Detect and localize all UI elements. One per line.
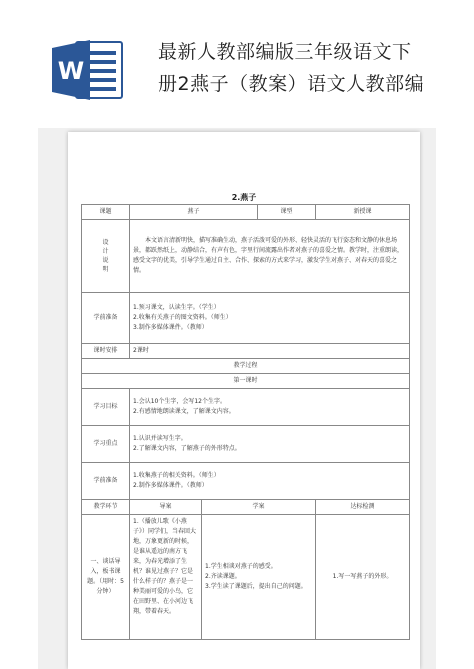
steps-col3: 学案 xyxy=(202,500,316,515)
row-steps-header xyxy=(82,500,410,515)
goals-label: 学习目标 xyxy=(82,389,130,426)
banner xyxy=(0,0,474,130)
row-topic xyxy=(82,205,410,220)
prep2-item: 2.制作多媒体课件。（教师） xyxy=(133,482,208,489)
document-page xyxy=(68,132,420,669)
row-process-header xyxy=(82,359,410,374)
focus-items xyxy=(130,426,410,463)
steps-col1: 教学环节 xyxy=(82,500,130,515)
goals-items xyxy=(130,389,410,426)
focus-item: 2.了解课文内容，了解燕子的外形特点。 xyxy=(133,445,241,452)
row-design xyxy=(82,220,410,293)
step1-label: 一、谈话导入，板书课题。（用时：5分钟） xyxy=(82,515,130,640)
steps-col2: 导案 xyxy=(130,500,202,515)
topic-label: 课题 xyxy=(82,205,130,220)
row-lesson-header xyxy=(82,374,410,389)
document-title: 2.燕子 xyxy=(231,193,257,202)
focus-label: 学习重点 xyxy=(82,426,130,463)
word-icon-letter: W xyxy=(57,57,85,85)
banner-title xyxy=(158,36,458,100)
row-schedule xyxy=(82,344,410,359)
goal-item: 1.会认10个生字，会写12个生字。 xyxy=(133,398,226,405)
prep-items xyxy=(130,293,410,344)
schedule-value: 2课时 xyxy=(130,344,410,359)
study-item: 3.学生读了课题后，提出自己的问题。 xyxy=(205,583,307,590)
banner-title-line2: 册2燕子（教案）语文人教部编 xyxy=(158,73,425,95)
word-doc-icon xyxy=(50,38,126,102)
step1-check: 1.写一写燕子的外形。 xyxy=(316,515,410,640)
lesson-plan-table xyxy=(81,204,410,640)
design-text: 本文语言清新明快，描写准确生动，燕子活泼可爱的外形、轻快灵活的飞行姿态和文静的休息场景，都跃然纸上，动静结合，有声有色，字里行间流露出作者对燕子的喜爱之情。教学时，注重朗读，感受文字的优美，引导学生通过自主、合作、探索的方式来学习，激发学生对燕子、对春天的喜爱之情。 xyxy=(130,220,410,293)
goal-item: 2.有感情地朗读课文，了解课文内容。 xyxy=(133,408,235,415)
prep-label: 学前准备 xyxy=(82,293,130,344)
row-prep xyxy=(82,293,410,344)
row-goals xyxy=(82,389,410,426)
prep-item: 1.预习课文，认读生字。（学生） xyxy=(133,304,220,311)
focus-item: 1.认识并读写生字。 xyxy=(133,435,187,442)
study-item: 1.学生相谈对燕子的感受。 xyxy=(205,563,277,570)
prep2-label: 学前准备 xyxy=(82,463,130,500)
design-label: 设 计 说 明 xyxy=(82,220,130,293)
process-header: 教学过程 xyxy=(82,359,410,374)
step1-study xyxy=(202,515,316,640)
row-focus xyxy=(82,426,410,463)
prep-item: 2.收集有关燕子的图文资料。（师生） xyxy=(133,314,232,321)
prep-item: 3.制作多媒体课件。（教师） xyxy=(133,324,208,331)
banner-title-line1: 最新人教部编版三年级语文下 xyxy=(158,41,412,63)
study-item: 2.齐读课题。 xyxy=(205,573,241,580)
row-step1 xyxy=(82,515,410,640)
type-value: 新授课 xyxy=(316,205,410,220)
type-label: 课型 xyxy=(258,205,316,220)
row-prep2 xyxy=(82,463,410,500)
lesson-header: 第一课时 xyxy=(82,374,410,389)
topic-value: 燕子 xyxy=(130,205,258,220)
step1-guide: 1.（播放儿歌《小燕子》）同学们，当春回大地，万象更新的时候，是谁从遥远的南方飞来，为春光增添了生机？谁见过燕子？它是什么样子的？燕子是一种美丽可爱的小鸟，它在田野里、在小河边飞翔，带着春天。 xyxy=(130,515,202,640)
prep2-item: 1.收集燕子的相关资料。（师生） xyxy=(133,472,220,479)
prep2-items xyxy=(130,463,410,500)
steps-col4: 达标检测 xyxy=(316,500,410,515)
schedule-label: 课时安排 xyxy=(82,344,130,359)
